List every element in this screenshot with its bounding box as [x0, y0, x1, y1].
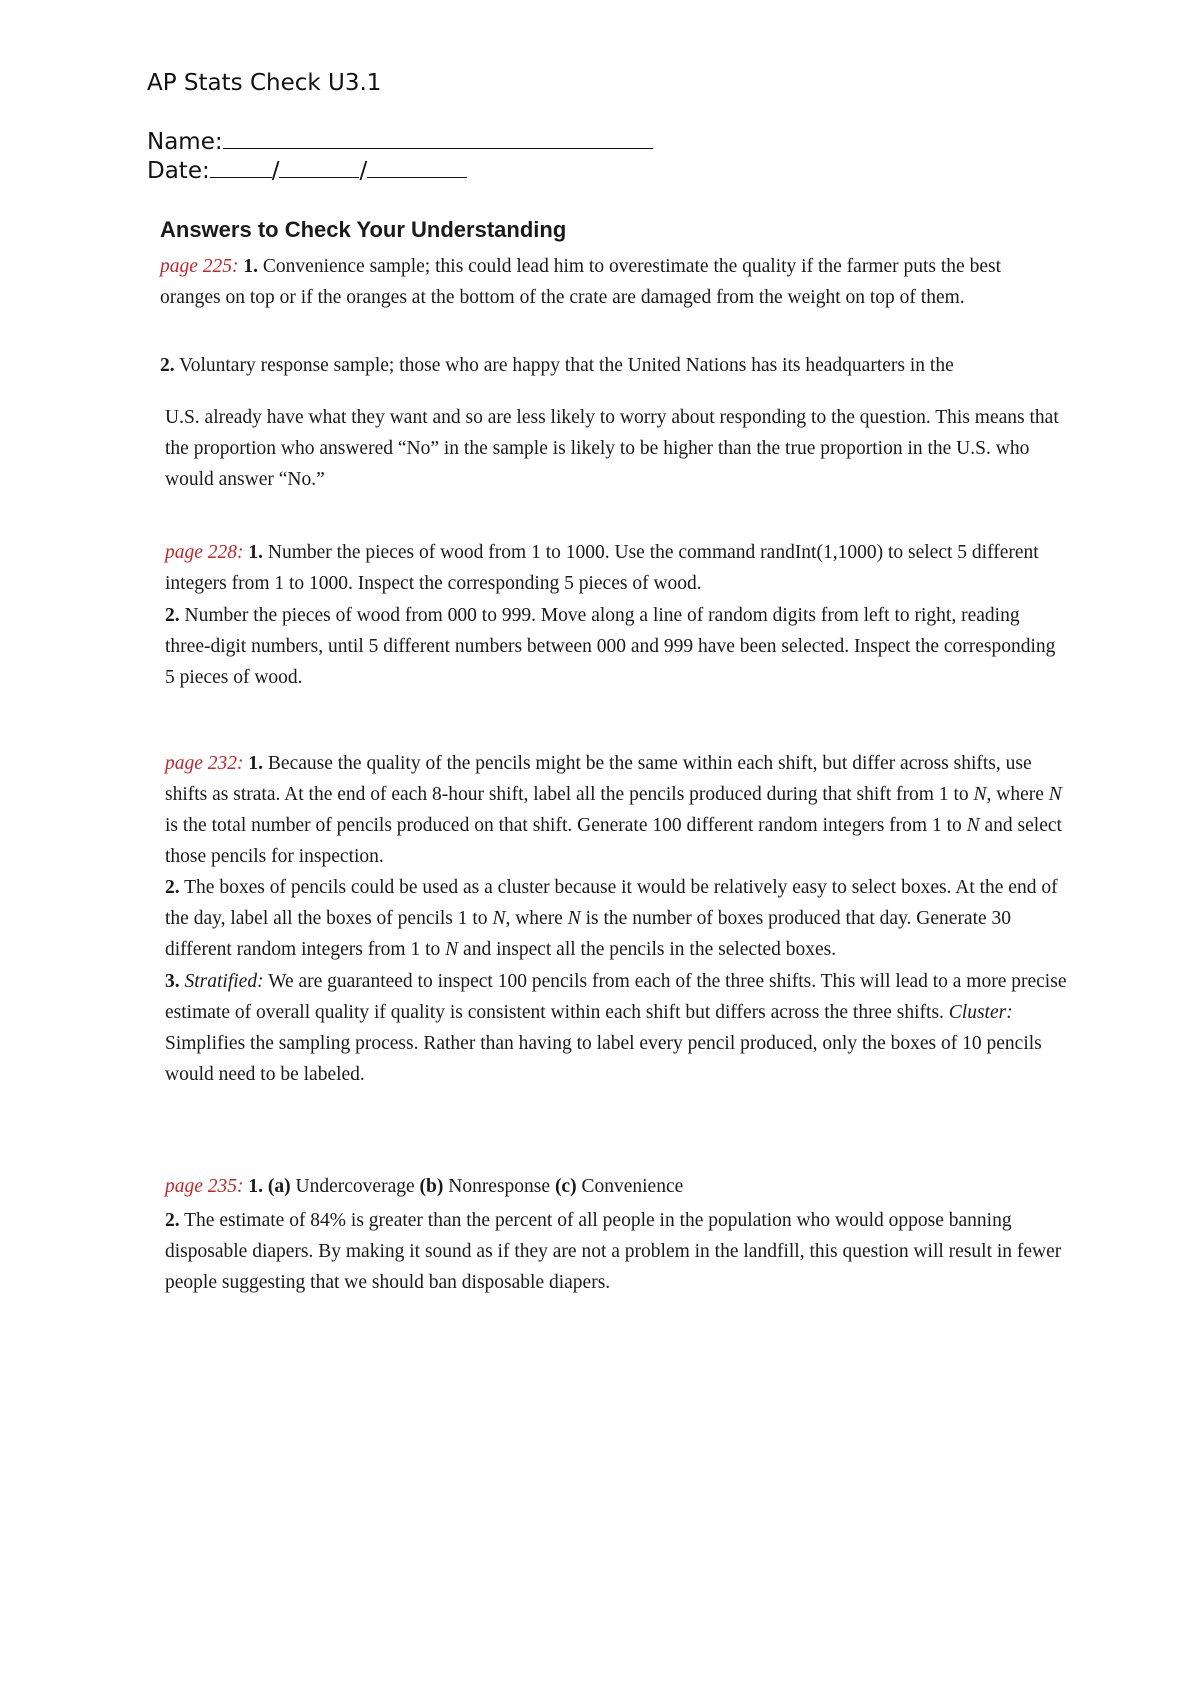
answer-text: Nonresponse	[443, 1176, 555, 1197]
answer-text: We are guaranteed to inspect 100 pencils from each of the three shifts. This will lead to a more precise estimate of overall quality if quality is consistent within each shift but differs across the three shifts.	[165, 971, 1067, 1023]
variable-n: N	[1048, 784, 1062, 805]
question-number: 1.	[248, 542, 264, 563]
answer-text: , where	[986, 784, 1049, 805]
question-number: 2.	[160, 355, 175, 376]
page-ref-235: page 235:	[165, 1176, 244, 1197]
answer-text: Number the pieces of wood from 000 to 999. Move along a line of random digits from left to right, reading three-digit numbers, until 5 different numbers between 000 and 999 have been selected. Inspect the corresponding 5 pieces of wood.	[165, 605, 1056, 688]
date-year-blank[interactable]	[367, 157, 467, 178]
question-number: 2.	[165, 605, 180, 626]
variable-n: N	[567, 908, 581, 929]
question-number: 3.	[165, 971, 180, 992]
date-separator: /	[271, 158, 280, 184]
answer-228-q1	[165, 537, 1067, 599]
date-label: Date:	[147, 158, 210, 184]
question-number: 1.	[248, 1176, 264, 1197]
variable-n: N	[973, 784, 987, 805]
answer-text: Number the pieces of wood from 1 to 1000. Use the command randInt(1,1000) to select 5 different integers from 1 to 1000. Inspect the corresponding 5 pieces of wood.	[165, 542, 1039, 594]
question-number: 1.	[248, 753, 264, 774]
answers-heading: Answers to Check Your Understanding	[160, 217, 567, 242]
page-ref-225: page 225:	[160, 256, 239, 277]
variable-n: N	[445, 939, 459, 960]
question-number: 2.	[165, 1210, 180, 1231]
answer-225-q1	[160, 251, 1060, 313]
variable-n: N	[966, 815, 980, 836]
answer-text: is the number of boxes produced that day. Generate 30 different random integers from 1 to	[165, 908, 1012, 960]
date-separator: /	[359, 158, 368, 184]
answer-text: Voluntary response sample; those who are happy that the United Nations has its headquarters in the	[174, 355, 954, 376]
name-field[interactable]	[147, 128, 653, 155]
answer-text: The estimate of 84% is greater than the percent of all people in the population who would oppose banning disposable diapers. By making it sound as if they are not a problem in the landfill, this question will result in fewer people suggesting that we should ban disposable diapers.	[165, 1210, 1062, 1293]
answer-232-q3	[165, 966, 1067, 1090]
answer-text: and select those pencils for inspection.	[165, 815, 1062, 867]
answer-text: Simplifies the sampling process. Rather than having to label every pencil produced, only the boxes of 10 pencils would need to be labeled.	[165, 1033, 1042, 1085]
answer-225-q2	[160, 350, 1060, 381]
document-title: AP Stats Check U3.1	[147, 70, 382, 96]
answer-235-q2	[165, 1205, 1067, 1298]
page-ref-228: page 228:	[165, 542, 244, 563]
question-number: 1.	[243, 256, 259, 277]
answer-232-q2	[165, 872, 1067, 965]
answer-232-q1	[165, 748, 1067, 872]
answer-text: and inspect all the pencils in the selected boxes.	[458, 939, 837, 960]
cluster-label: Cluster:	[948, 1002, 1013, 1023]
name-label: Name:	[147, 129, 223, 155]
part-a-label: (a)	[267, 1176, 291, 1197]
answer-text: , where	[505, 908, 568, 929]
answer-225-q2-continued	[165, 402, 1067, 495]
page-ref-232: page 232:	[165, 753, 244, 774]
date-day-blank[interactable]	[279, 157, 359, 178]
date-field[interactable]	[147, 157, 467, 184]
date-month-blank[interactable]	[210, 157, 272, 178]
name-blank[interactable]	[223, 128, 653, 149]
part-b-label: (b)	[419, 1176, 444, 1197]
answer-text: The boxes of pencils could be used as a cluster because it would be relatively easy to select boxes. At the end of the day, label all the boxes of pencils 1 to	[165, 877, 1058, 929]
variable-n: N	[492, 908, 506, 929]
answer-text: is the total number of pencils produced on that shift. Generate 100 different random integers from 1 to	[165, 815, 967, 836]
stratified-label: Stratified:	[184, 971, 264, 992]
answer-text: U.S. already have what they want and so are less likely to worry about responding to the question. This means that the proportion who answered “No” in the sample is likely to be higher than the true proportion in the U.S. who would answer “No.”	[165, 407, 1059, 490]
part-c-label: (c)	[554, 1176, 577, 1197]
answer-text: Convenience	[576, 1176, 684, 1197]
answer-235-q1	[165, 1171, 1067, 1202]
answer-text: Convenience sample; this could lead him to overestimate the quality if the farmer puts the best oranges on top or if the oranges at the bottom of the crate are damaged from the weight on top of them.	[160, 256, 1001, 308]
answer-228-q2	[165, 600, 1067, 693]
question-number: 2.	[165, 877, 180, 898]
answer-text: Because the quality of the pencils might be the same within each shift, but differ across shifts, use shifts as strata. At the end of each 8-hour shift, label all the pencils produced during that shift from 1 to	[165, 753, 1032, 805]
answer-text: Undercoverage	[290, 1176, 420, 1197]
